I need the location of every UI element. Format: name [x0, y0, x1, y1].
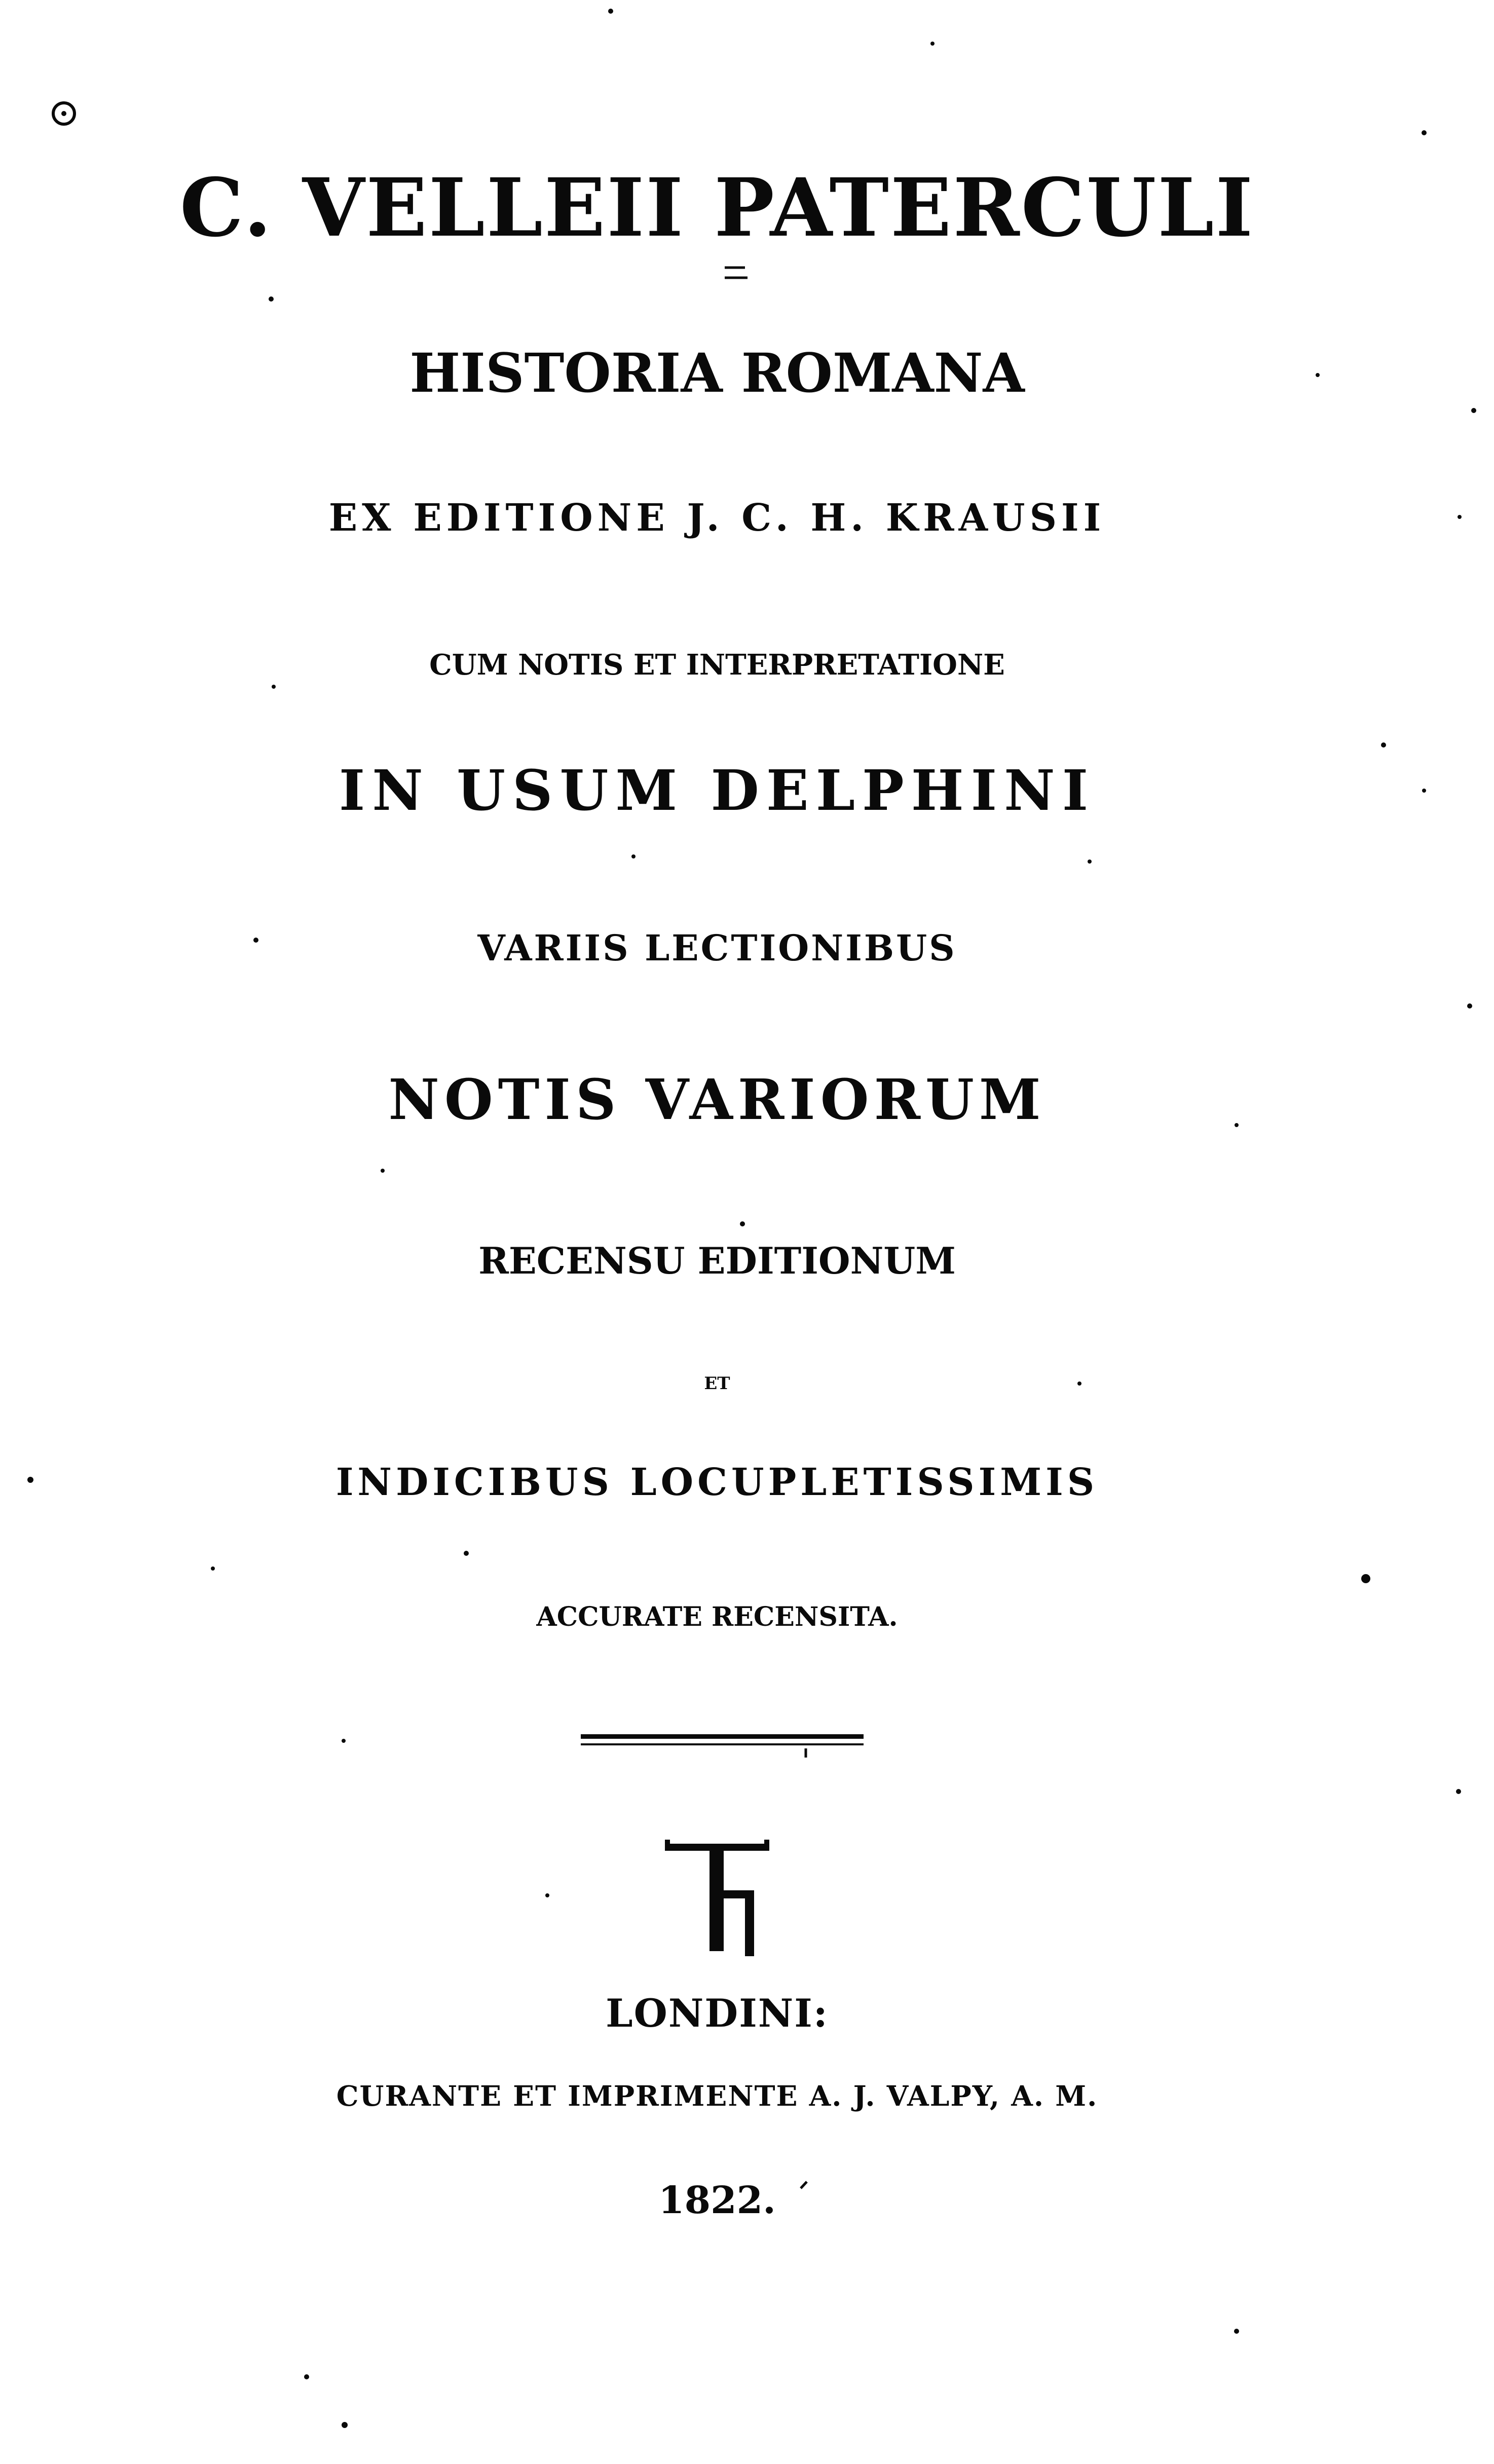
imprint-year: 1822. [658, 2179, 776, 2222]
indicibus-line: INDICIBUS LOCUPLETISSIMIS [335, 1461, 1099, 1504]
book-title: C. VELLEII PATERCULI [179, 161, 1255, 255]
accurate-line: ACCURATE RECENSITA. [536, 1601, 898, 1632]
variorum-line: NOTIS VARIORUM [388, 1067, 1046, 1132]
book-subtitle: HISTORIA ROMANA [409, 341, 1025, 404]
notes-line: CUM NOTIS ET INTERPRETATIONE [429, 648, 1005, 682]
edition-line: EX EDITIONE J. C. H. KRAUSII [328, 496, 1106, 540]
lectiones-line: VARIIS LECTIONIBUS [477, 927, 957, 969]
delphini-line: IN USUM DELPHINI [339, 758, 1096, 823]
et-line: ET [704, 1373, 730, 1394]
recensu-line: RECENSU EDITIONUM [478, 1239, 956, 1282]
imprint-place: LONDINI: [606, 1991, 829, 2036]
imprint-printer: CURANTE ET IMPRIMENTE A. J. VALPY, A. M. [336, 2079, 1098, 2112]
